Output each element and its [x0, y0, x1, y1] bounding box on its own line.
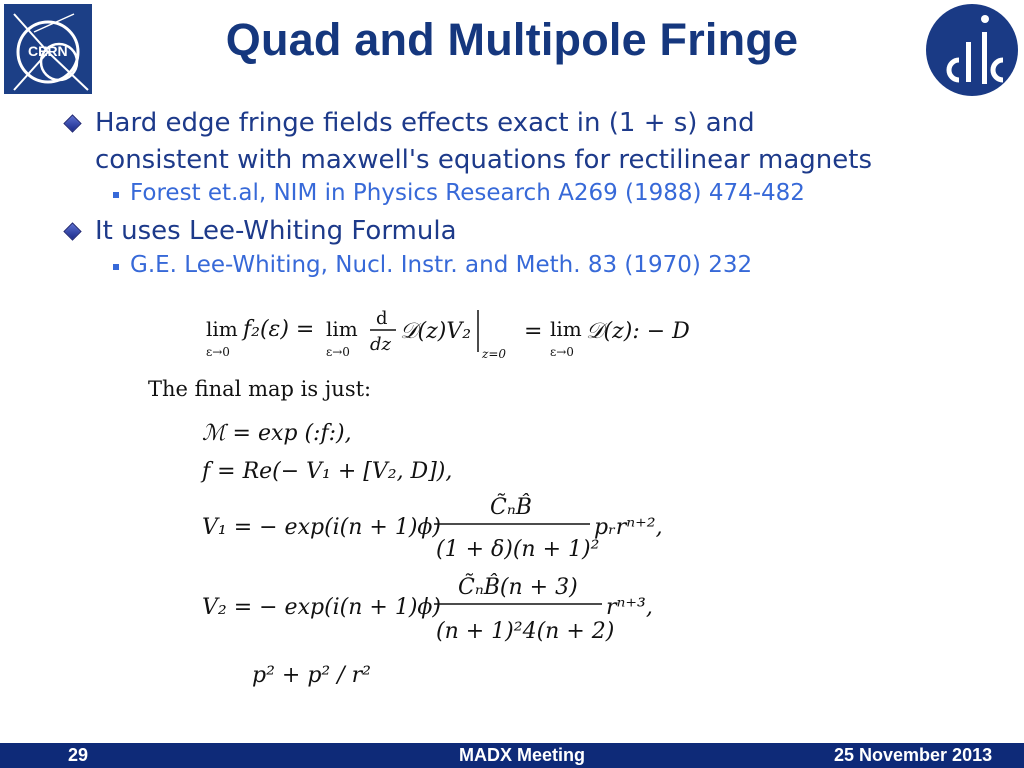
eq1-lim-2: lim [326, 317, 358, 341]
v1-lhs: V₁ = − exp(i(n + 1)ϕ) [202, 515, 442, 540]
map-equation: ℳ = exp (:f:), [202, 421, 352, 446]
slide-title: Quad and Multipole Fringe [225, 14, 799, 65]
eq1-lim: lim [206, 317, 238, 341]
cut-off-equation: p² + p² / r² [252, 663, 371, 688]
eq1-dz: dz [370, 334, 392, 355]
v2-lhs: V₂ = − exp(i(n + 1)ϕ) [202, 595, 442, 620]
bullet-2-reference: G.E. Lee-Whiting, Nucl. Instr. and Meth. 83 (1970) 232 [130, 252, 753, 278]
page-number: 29 [68, 745, 89, 765]
bullet-2-text: It uses Lee-Whiting Formula [95, 216, 457, 246]
eq1-d: d [376, 308, 388, 329]
eq1-lim-sub-2: ε→0 [326, 345, 350, 359]
equation-image [140, 302, 710, 688]
f-equation: f = Re(− V₁ + [V₂, D]), [202, 459, 453, 484]
map-intro: The final map is just: [148, 377, 372, 401]
eq1-eval-at: z=0 [482, 347, 507, 361]
eq1-lim-sub: ε→0 [206, 345, 230, 359]
v2-denominator: (n + 1)²4(n + 2) [436, 619, 615, 644]
v1-denominator: (1 + δ)(n + 1)² [436, 537, 600, 562]
eq1-part-b: 𝒟(z)V₂ [400, 319, 472, 344]
bullet-1-line2: consistent with maxwell's equations for rectilinear magnets [95, 145, 873, 175]
v1-rhs: pᵣrⁿ⁺², [594, 515, 663, 540]
v2-numerator: C̃ₙB̂(n + 3) [458, 575, 578, 600]
eq1-lim-sub-3: ε→0 [550, 345, 574, 359]
eq1-part-c: = [524, 319, 543, 344]
svg-text:CERN: CERN [28, 43, 68, 59]
eq1-part-a: f₂(ε) = [243, 317, 315, 342]
footer-bar [0, 743, 1024, 768]
eq1-part-d: 𝒟(z): − D [586, 319, 690, 344]
v2-rhs: rⁿ⁺³, [606, 595, 653, 620]
clic-logo [923, 2, 1021, 98]
bullet-1-line1: Hard edge fringe fields effects exact in (1 + s) and [95, 108, 755, 138]
eq1-lim-3: lim [550, 317, 582, 341]
bullet-diamond-icon [63, 222, 81, 240]
bullet-1-reference: Forest et.al, NIM in Physics Research A269 (1988) 474-482 [130, 180, 805, 206]
sub-bullet-square-icon [113, 192, 119, 198]
sub-bullet-square-icon [113, 264, 119, 270]
bullet-diamond-icon [63, 114, 81, 132]
footer-date: 25 November 2013 [834, 745, 993, 765]
v1-numerator: C̃ₙB̂ [490, 495, 532, 520]
footer-title: MADX Meeting [459, 745, 585, 765]
